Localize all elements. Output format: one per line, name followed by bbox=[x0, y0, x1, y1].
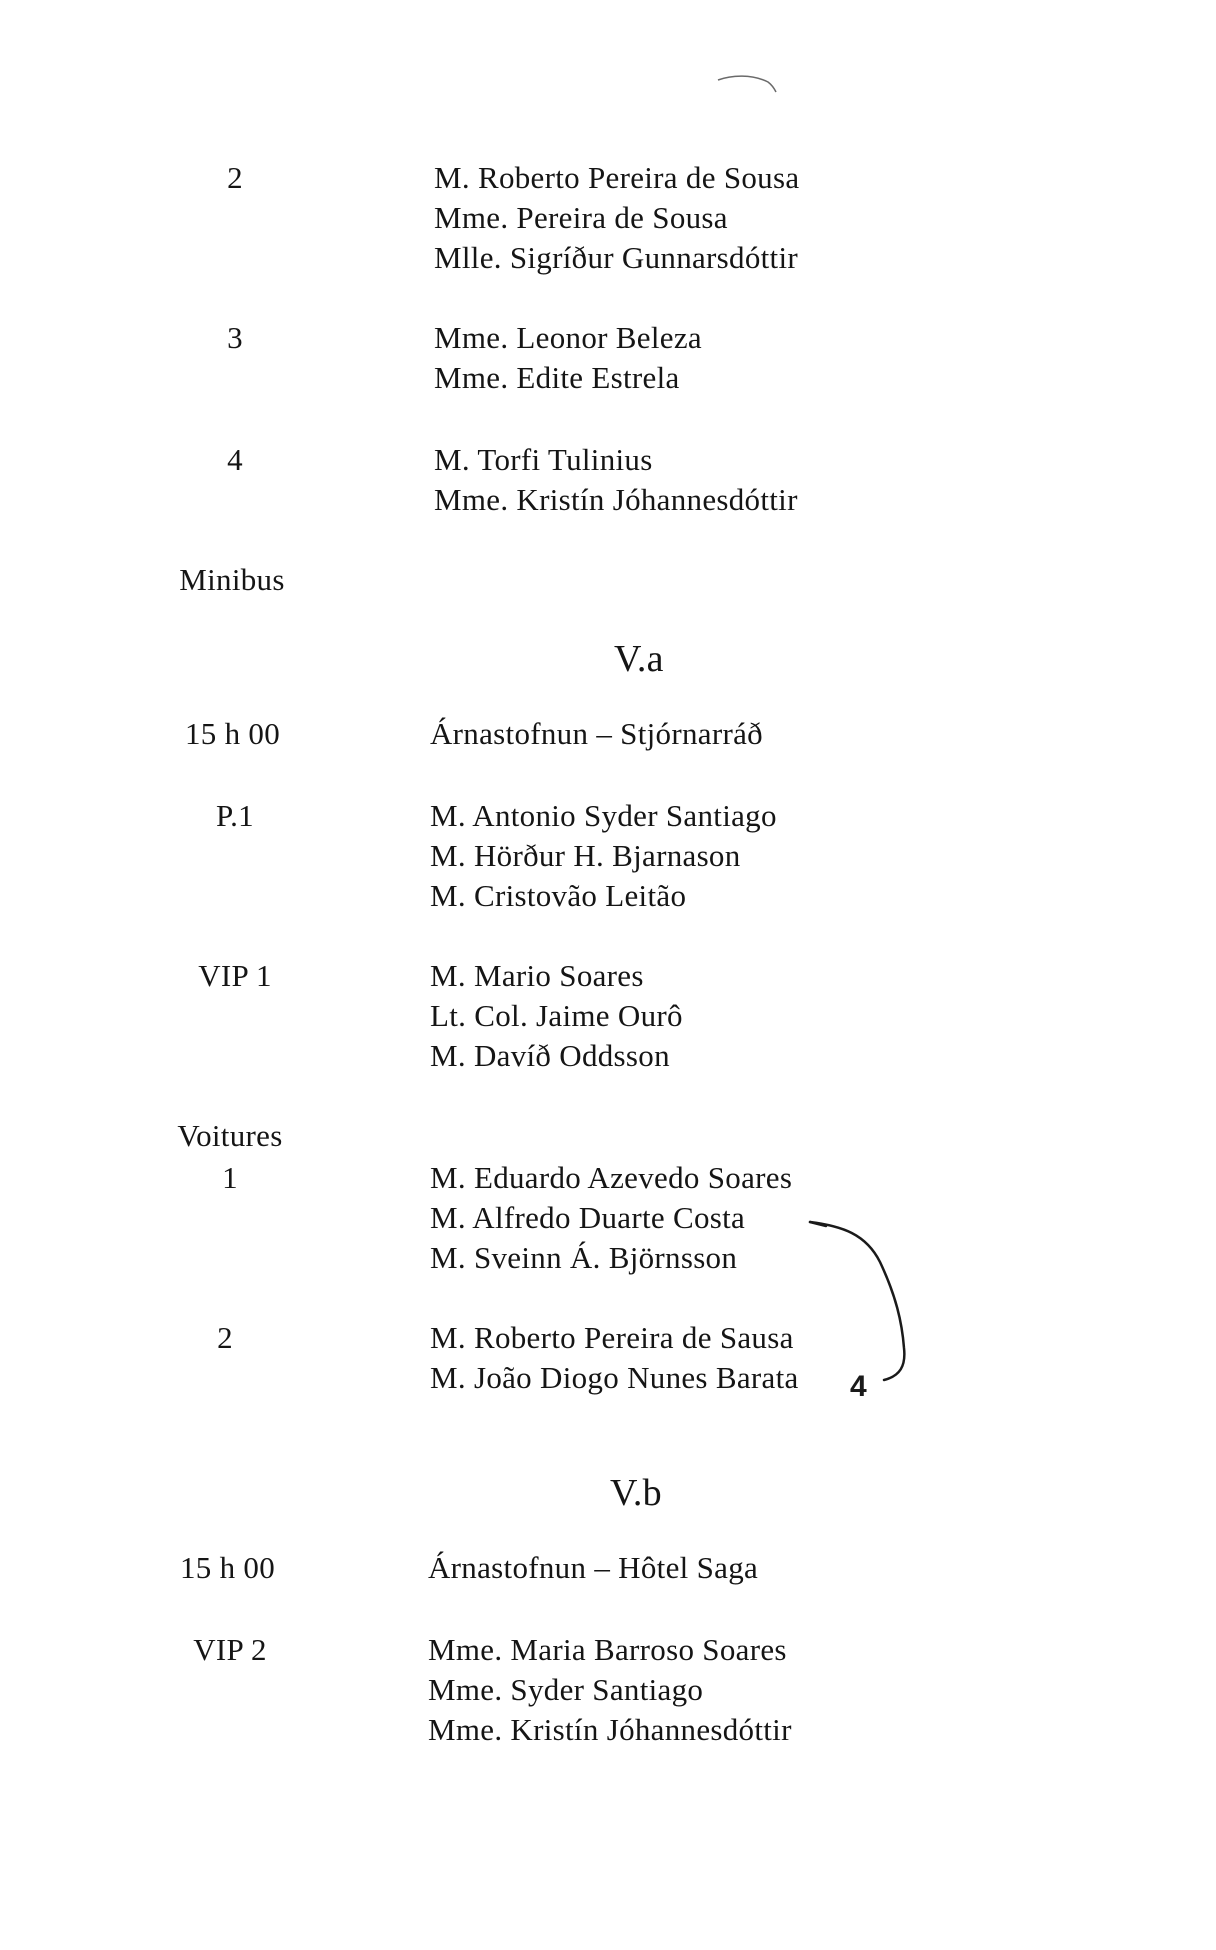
passenger-name: M. Roberto Pereira de Sousa bbox=[434, 160, 800, 195]
passenger-name: Mme. Syder Santiago bbox=[428, 1672, 704, 1707]
passenger-name: M. Cristovão Leitão bbox=[430, 878, 687, 913]
passenger-name: Mme. Pereira de Sousa bbox=[434, 200, 728, 235]
departure-time: 15 h 00 bbox=[184, 716, 281, 751]
section-heading: V.b bbox=[610, 1472, 662, 1514]
corner-scribble-mark bbox=[718, 76, 776, 92]
passenger-name: Mme. Kristín Jóhannesdóttir bbox=[428, 1712, 792, 1747]
section-heading: V.a bbox=[614, 638, 664, 680]
departure-time: 15 h 00 bbox=[179, 1550, 276, 1585]
passenger-name: M. Alfredo Duarte Costa bbox=[430, 1200, 746, 1235]
passenger-name: M. Sveinn Á. Björnsson bbox=[430, 1240, 738, 1275]
passenger-name: M. Eduardo Azevedo Soares bbox=[430, 1160, 793, 1195]
car-label: 1 bbox=[222, 1160, 238, 1195]
passenger-name: M. Mario Soares bbox=[430, 958, 644, 993]
passenger-name: M. Torfi Tulinius bbox=[434, 442, 653, 477]
group-label: VIP 1 bbox=[198, 958, 272, 993]
passenger-name: M. Roberto Pereira de Sausa bbox=[430, 1320, 794, 1355]
route: Árnastofnun – Hôtel Saga bbox=[428, 1550, 759, 1585]
vehicle-label: Voitures bbox=[177, 1118, 283, 1153]
passenger-name: M. Antonio Syder Santiago bbox=[430, 798, 777, 833]
passenger-name: Lt. Col. Jaime Ourô bbox=[430, 998, 683, 1033]
passenger-name: Mme. Edite Estrela bbox=[434, 360, 680, 395]
passenger-name: M. Davíð Oddsson bbox=[430, 1038, 670, 1073]
passenger-name: M. João Diogo Nunes Barata bbox=[430, 1360, 799, 1395]
arrow-curve bbox=[810, 1222, 904, 1380]
group-label: P.1 bbox=[216, 798, 254, 833]
passenger-name: Mme. Kristín Jóhannesdóttir bbox=[434, 482, 798, 517]
group-label: VIP 2 bbox=[193, 1632, 267, 1667]
group-label: 2 bbox=[227, 160, 243, 195]
passenger-name: Mlle. Sigríður Gunnarsdóttir bbox=[434, 240, 799, 275]
passenger-name: Mme. Leonor Beleza bbox=[434, 320, 702, 355]
vehicle-label: Minibus bbox=[179, 562, 285, 597]
route: Árnastofnun – Stjórnarráð bbox=[430, 716, 763, 751]
handwritten-number-4: 4 bbox=[850, 1370, 867, 1403]
group-label: 4 bbox=[227, 442, 243, 477]
passenger-name: M. Hörður H. Bjarnason bbox=[430, 838, 741, 873]
passenger-name: Mme. Maria Barroso Soares bbox=[428, 1632, 787, 1667]
car-label: 2 bbox=[217, 1320, 233, 1355]
group-label: 3 bbox=[227, 320, 243, 355]
